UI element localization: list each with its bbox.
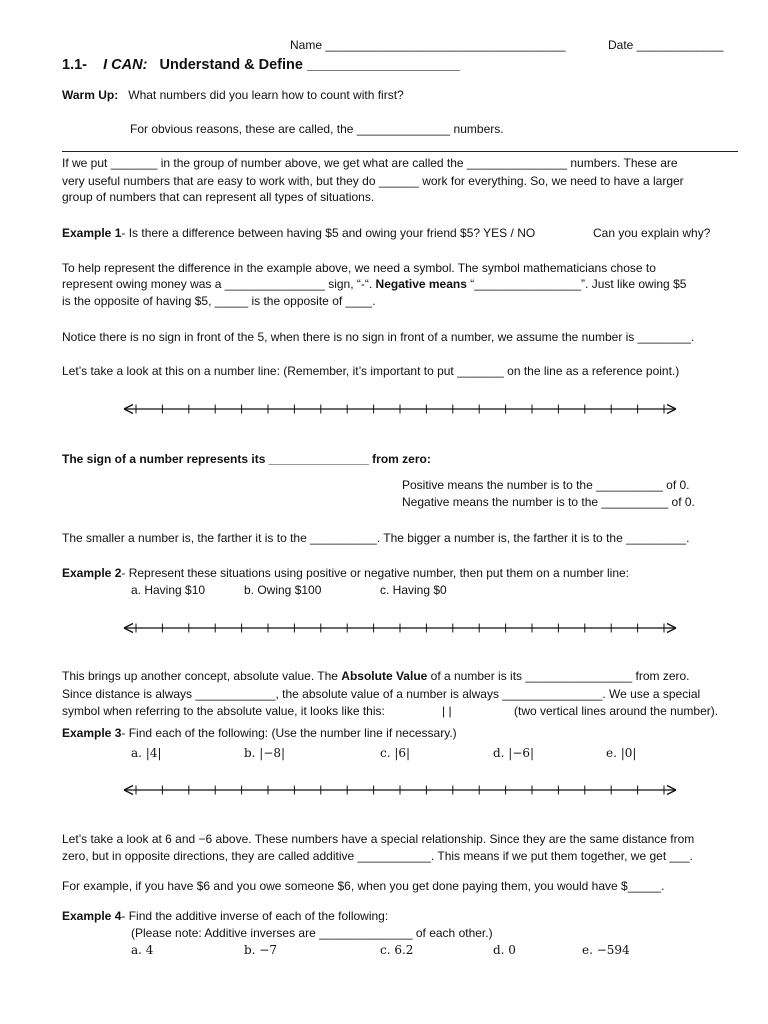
sign-heading: The sign of a number represents its _______________ from zero: [62, 452, 431, 466]
name-field-line[interactable]: Name ____________________________________ [290, 38, 566, 52]
example4-item-c: c. 6.2 [380, 943, 414, 957]
numberline-intro-line: Let’s take a look at this on a number line: (Remember, it’s important to put _______ on the line as a reference point.) [62, 364, 680, 378]
absolute-intro-text: This brings up another concept, absolute value. The [62, 669, 342, 683]
example2-instructions: - Represent these situations using positive or negative number, then put them on a number line: [121, 566, 630, 580]
example2-item-c: c. Having $0 [380, 583, 447, 597]
number-line-1 [122, 401, 678, 417]
example3-item-a: a. |4| [131, 746, 162, 760]
example2-line [62, 566, 629, 581]
symbol-para-text: represent owing money was a _______________ sign, “-“. [62, 277, 376, 291]
page-title [62, 58, 460, 73]
title-number: 1.1- [62, 57, 87, 73]
example4-item-a: a. 4 [131, 943, 154, 957]
warmup-question-line [62, 88, 404, 103]
negative-means-term: Negative means [375, 277, 467, 291]
example1-label: Example 1 [62, 226, 122, 240]
absolute-value-term: Absolute Value [341, 669, 428, 683]
additive-line-2: zero, but in opposite directions, they are called additive ___________. This means if we put them together, we get ___. [62, 849, 693, 863]
title-ican: I CAN: [103, 57, 148, 73]
example3-label: Example 3 [62, 726, 122, 740]
absolute-line-2: Since distance is always ____________, the absolute value of a number is always _______________. We use a special [62, 687, 701, 701]
example4-instructions: - Find the additive inverse of each of the following: [121, 909, 389, 923]
warmup-called-line: For obvious reasons, these are called, the ______________ numbers. [130, 122, 504, 136]
example3-item-b: b. |−8| [244, 746, 286, 760]
absolute-line-1 [62, 669, 690, 684]
notice-line: Notice there is no sign in front of the 5, when there is no sign in front of a number, we assume the number is ________. [62, 330, 695, 344]
intro-line-3: group of numbers that can represent all types of situations. [62, 190, 375, 204]
example3-item-d: d. |−6| [493, 746, 535, 760]
example4-label: Example 4 [62, 909, 122, 923]
date-field-line[interactable]: Date _____________ [608, 38, 724, 52]
example4-item-b: b. −7 [244, 943, 277, 957]
example4-item-e: e. −594 [582, 943, 630, 957]
absolute-line-3: symbol when referring to the absolute value, it looks like this: [62, 704, 385, 718]
example3-instructions: - Find each of the following: (Use the number line if necessary.) [121, 726, 457, 740]
example3-item-e: e. |0| [606, 746, 637, 760]
section-divider [62, 151, 738, 152]
example1-explain: Can you explain why? [593, 226, 711, 240]
intro-line-1: If we put _______ in the group of number above, we get what are called the _______________ numbers. These are [62, 156, 678, 170]
number-line-3 [122, 782, 678, 798]
absolute-distance-text: of a number is its ________________ from zero. [427, 669, 690, 683]
example1-line [62, 226, 535, 241]
negative-means-blank: “________________”. Just like owing $5 [466, 277, 687, 291]
example4-item-d: d. 0 [493, 943, 516, 957]
warmup-label: Warm Up: [62, 88, 119, 102]
additive-line-1: Let’s take a look at 6 and −6 above. These numbers have a special relationship. Since they are the same distance from [62, 832, 695, 846]
warmup-question: What numbers did you learn how to count with first? [128, 88, 404, 102]
title-understand-define: Understand & Define ___________________ [159, 57, 461, 73]
smaller-bigger-line: The smaller a number is, the farther it is to the __________. The bigger a number is, the farther it is to the _________. [62, 531, 690, 545]
example2-label: Example 2 [62, 566, 122, 580]
absolute-line-3-end: (two vertical lines around the number). [514, 704, 719, 718]
number-line-2 [122, 620, 678, 636]
absolute-value-symbol: | | [442, 704, 452, 718]
intro-line-2: very useful numbers that are easy to work with, but they do ______ work for everything. So, we need to have a larger [62, 174, 684, 188]
example3-line [62, 726, 457, 741]
negative-means-line: Negative means the number is to the __________ of 0. [402, 495, 695, 509]
symbol-para-line-2 [62, 277, 686, 292]
example2-item-b: b. Owing $100 [244, 583, 322, 597]
example4-line [62, 909, 388, 924]
example3-item-c: c. |6| [380, 746, 411, 760]
positive-means-line: Positive means the number is to the __________ of 0. [402, 478, 690, 492]
example4-note: (Please note: Additive inverses are ______________ of each other.) [131, 926, 493, 940]
symbol-para-line-3: is the opposite of having $5, _____ is the opposite of ____. [62, 294, 376, 308]
example2-item-a: a. Having $10 [131, 583, 206, 597]
symbol-para-line-1: To help represent the difference in the example above, we need a symbol. The symbol mathematicians chose to [62, 261, 656, 275]
example1-question: - Is there a difference between having $5 and owing your friend $5? YES / NO [121, 226, 536, 240]
additive-example-line: For example, if you have $6 and you owe someone $6, when you get done paying them, you would have $_____. [62, 879, 665, 893]
